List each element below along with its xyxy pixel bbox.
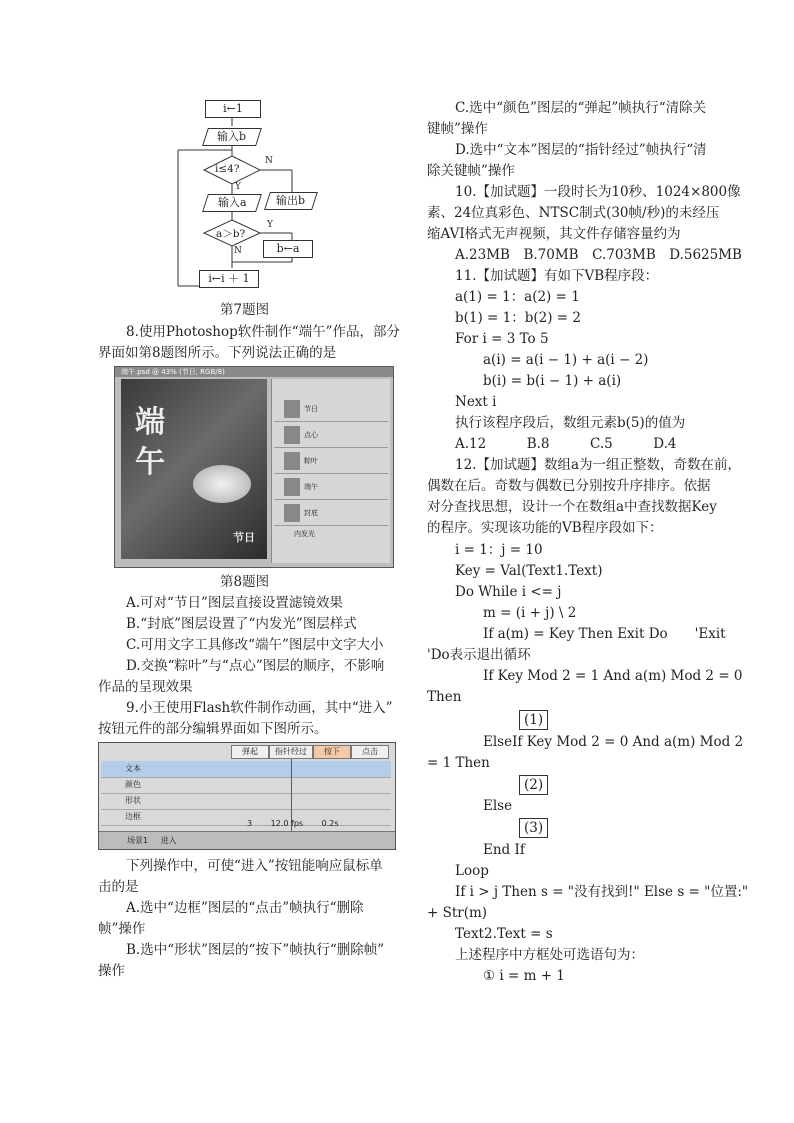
flowchart-input-b [202,128,262,146]
q12-code8: Else [483,798,513,814]
q12-code10: Loop [455,863,489,879]
layer-row-4[interactable] [274,475,388,500]
q11-code4: a(i) = a(i − 1) + a(i − 2) [483,352,649,368]
layer-name: 节日 [304,405,318,413]
q12-line2: 偶数在后。奇数与偶数已分别按升序排序。依据 [427,478,711,494]
q8-option-d2: 作品的呈现效果 [98,679,193,695]
layer-name: 粽叶 [304,457,318,465]
photoshop-screenshot [114,366,394,568]
symbol-link[interactable]: 进入 [160,836,177,845]
layer-effect: 内发光 [294,530,315,538]
q11-code2: b(1) = 1：b(2) = 2 [455,310,581,326]
blank-3 [519,818,548,839]
q8-option-d1: D.交换“粽叶”与“点心”图层的顺序，不影响 [126,658,385,674]
blank-2-box: (2) [519,775,548,795]
layer-row-1[interactable] [274,397,388,422]
layer-name: 文本 [125,764,141,773]
figure-caption-8: 第8题图 [220,574,270,590]
layer-name: 点心 [304,431,318,439]
q12-line3: 对分查找思想，设计一个在数组a中查找数据Key [427,499,717,515]
layers-panel [271,379,390,563]
q9-option-d2: 除关键帧”操作 [427,163,515,179]
layer-name: 颜色 [125,780,141,789]
layer-row-5[interactable] [274,501,388,526]
layer-name: 形状 [125,796,141,805]
frame-header [231,745,391,757]
q11-options: A.12 B.8 C.5 D.4 [455,436,677,452]
frame-label: 按下 [313,745,351,759]
q12-code2: Key = Val(Text1.Text) [455,563,603,579]
q10-line1: 10.【加试题】一段时长为10秒、1024×800像 [455,184,741,200]
flowchart-increment: i←i ＋ 1 [199,270,259,288]
flowchart-output-b-text: 输出b [276,194,306,207]
q11-code6: Next i [455,394,497,410]
q12-code13: 上述程序中方框处可选语句为： [455,947,644,963]
frame-label: 弹起 [231,745,269,759]
q8-line1: 8.使用Photoshop软件制作“端午”作品，部分 [126,324,401,340]
flash-timeline [98,742,396,850]
artwork-canvas [121,379,267,559]
q9-after1: 下列操作中，可使“进入”按钮能响应鼠标单 [126,858,383,874]
q12-line1: 12.【加试题】数组a为一组正整数，奇数在前， [455,457,742,473]
q11-line2: 执行该程序段后，数组元素b(5)的值为 [455,415,686,431]
layer-name: 边框 [125,812,141,821]
scene-link[interactable]: 场景1 [127,836,149,845]
q12-code7b: = 1 Then [427,755,490,771]
flowchart-q7 [175,98,315,298]
layer-thumb [284,426,300,444]
flowchart-output-b [264,192,318,210]
artwork-char-2: 午 [135,445,165,480]
frame-label: 指针经过 [269,745,313,759]
q12-code3: Do While i <= j [455,584,562,600]
timeline-layer-row[interactable] [101,809,391,826]
current-frame: 3 [247,819,253,828]
timeline-status [247,819,339,828]
elapsed-time: 0.2s [321,819,339,828]
dumplings-image [193,465,251,503]
q12-code7: ElseIf Key Mod 2 = 0 And a(m) Mod 2 [483,734,744,750]
q9-line2: 按钮元件的部分编辑界面如下图所示。 [98,721,328,737]
flowchart-cond-ab-no: N [234,246,242,256]
q9-after2: 击的是 [98,879,139,895]
q9-option-c2: 键帧”操作 [427,121,488,137]
q12-code5b: 'Do表示退出循环 [427,647,531,663]
layer-thumb [284,400,300,418]
q8-option-b: B.“封底”图层设置了“内发光”图层样式 [126,616,357,632]
q12-code6: If Key Mod 2 = 1 And a(m) Mod 2 = 0 [483,668,743,684]
timeline-layer-row[interactable] [101,777,391,794]
q8-option-c: C.可用文字工具修改“端午”图层中文字大小 [126,637,384,653]
layer-name: 端午 [304,483,318,491]
blank-1-box: (1) [519,710,548,730]
q12-code12: Text2.Text = s [455,926,553,942]
flowchart-cond-ab-yes: Y [267,220,273,230]
flowchart-cond-i-yes: Y [235,182,241,192]
timeline-layer-row[interactable] [101,793,391,810]
q12-code14: ① i = m + 1 [483,968,565,984]
q12-line4: 的程序。实现该功能的VB程序段如下： [427,520,663,536]
q9-option-c1: C.选中“颜色”图层的“弹起”帧执行“清除关 [455,100,707,116]
edit-bar [99,831,395,850]
q9-option-b1: B.选中“形状”图层的“按下”帧执行“删除帧” [126,942,385,958]
figure-caption-7: 第7题图 [220,302,270,318]
artwork-stamp: 节日 [233,531,255,544]
q10-options: A.23MB B.70MB C.703MB D.5625MB [455,247,742,263]
q12-code4: m = (i + j) \ 2 [483,605,577,621]
blank-2 [519,775,548,796]
frame-rate: 12.0 fps [270,819,304,828]
layer-name: 封底 [304,509,318,517]
q9-option-d1: D.选中“文本”图层的“指针经过”帧执行“清 [455,142,707,158]
q10-line2: 素、24位真彩色、NTSC制式(30帧/秒)的未经压 [427,205,720,221]
layer-row-3[interactable] [274,449,388,474]
layer-thumb [284,504,300,522]
q9-option-a1: A.选中“边框”图层的“点击”帧执行“删除 [126,900,364,916]
flowchart-cond-i-no: N [265,156,273,166]
flowchart-input-a [202,194,262,212]
blank-3-box: (3) [519,818,548,838]
q11-code3: For i = 3 To 5 [455,331,549,347]
q12-code6b: Then [427,689,462,705]
q8-option-a: A.可对“节日”图层直接设置滤镜效果 [126,595,343,611]
flowchart-cond-ab: a＞b? [216,228,246,240]
q12-code1: i = 1：j = 10 [455,542,543,558]
layer-thumb [284,478,300,496]
blank-1 [519,710,548,731]
q12-code11b: + Str(m) [427,905,488,921]
q12-code5: If a(m) = Key Then Exit Do 'Exit [483,626,726,642]
layer-thumb [284,452,300,470]
q12-code9: End If [483,842,525,858]
q10-line3: 缩AVI格式无声视频，其文件存储容量约为 [427,226,681,242]
q9-option-a2: 帧”操作 [98,921,146,937]
q11-code5: b(i) = b(i − 1) + a(i) [483,373,622,389]
q8-line2: 界面如第8题图所示。下列说法正确的是 [98,345,337,361]
q9-line1: 9.小王使用Flash软件制作动画，其中“进入” [126,700,393,716]
flowchart-init: i←1 [205,100,261,118]
flowchart-assign: b←a [263,240,313,258]
q9-option-b2: 操作 [98,963,125,979]
timeline-layer-row[interactable] [101,761,391,778]
layer-row-2[interactable] [274,423,388,448]
q11-line1: 11.【加试题】有如下VB程序段： [455,268,659,284]
flowchart-cond-i: i≤4? [215,163,240,175]
artwork-char-1: 端 [135,405,165,440]
q12-code11: If i > j Then s = "没有找到!" Else s = "位置:" [455,884,749,900]
q11-code1: a(1) = 1：a(2) = 1 [455,289,580,305]
frame-label: 点击 [351,745,389,759]
flowchart-input-b-text: 输入b [217,130,247,143]
document-tab: 端午.psd @ 43% (节日, RGB/8) [115,367,393,377]
flowchart-input-a-text: 输入a [217,196,247,209]
